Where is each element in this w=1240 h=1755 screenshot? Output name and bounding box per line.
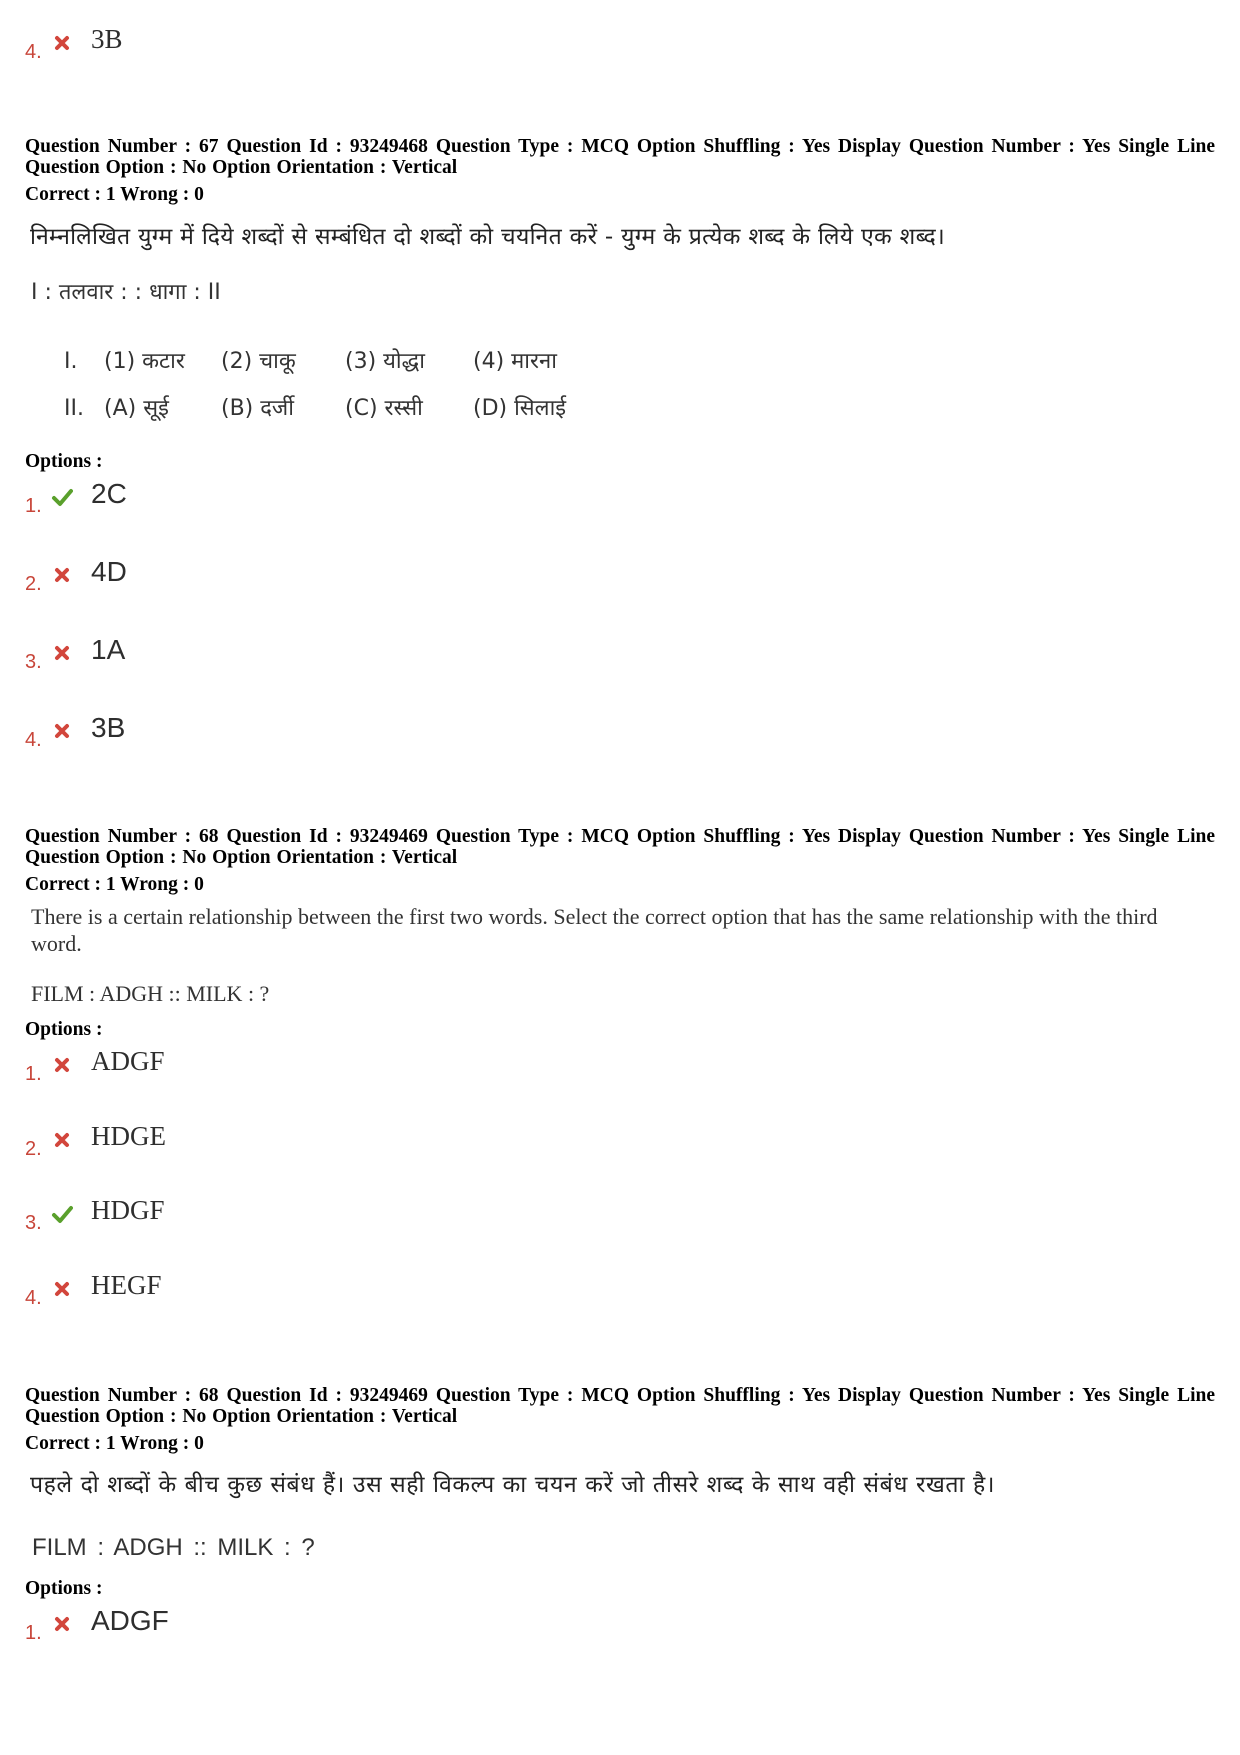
question-meta: Question Number : 68 Question Id : 93249469 Question Type : MCQ Option Shuffling : Yes Display Question Number : Yes Single Line Question Option : No Option Orientation : Vertical <box>25 1385 1215 1427</box>
analogy-text: FILM : ADGH :: MILK : ? <box>31 981 270 1006</box>
row-label: I. <box>64 349 78 374</box>
cross-icon <box>51 1613 73 1635</box>
question-text: पहले दो शब्दों के बीच कुछ संबंध हैं। उस सही विकल्प का चयन करें जो तीसरे शब्द के साथ वही संबंध रखता है। <box>30 1472 996 1498</box>
cross-icon <box>51 642 73 664</box>
option-text: ADGF <box>91 1605 169 1636</box>
option-number: 1. <box>25 495 42 517</box>
option-number: 4. <box>25 41 42 63</box>
group-one-row <box>64 345 557 375</box>
row-item: (2) चाकू <box>221 349 296 374</box>
row-item: (3) योद्धा <box>345 349 425 374</box>
option-item <box>25 1195 625 1239</box>
option-text: 3B <box>91 24 123 54</box>
row-item: (D) सिलाई <box>473 396 567 421</box>
cross-icon <box>51 1054 73 1076</box>
question-text: There is a certain relationship between the first two words. Select the correct option that has the same relationship with the third word. <box>31 904 1158 956</box>
option-text: ADGF <box>91 1046 165 1076</box>
correct-wrong: Correct : 1 Wrong : 0 <box>25 1433 204 1454</box>
cross-icon <box>51 1129 73 1151</box>
option-text: HEGF <box>91 1270 162 1300</box>
options-label: Options : <box>25 451 103 472</box>
option-item <box>25 24 625 68</box>
option-item <box>25 634 625 678</box>
cross-icon <box>51 564 73 586</box>
option-item <box>25 478 625 522</box>
option-number: 4. <box>25 1287 42 1309</box>
option-text: HDGE <box>91 1121 166 1151</box>
row-item: (4) मारना <box>473 349 557 374</box>
word-pair: I : तलवार : : धागा : II <box>31 280 221 305</box>
option-number: 1. <box>25 1063 42 1085</box>
row-item: (1) कटार <box>104 349 185 374</box>
option-number: 1. <box>25 1622 42 1644</box>
option-item <box>25 1046 625 1090</box>
question-meta: Question Number : 68 Question Id : 93249469 Question Type : MCQ Option Shuffling : Yes Display Question Number : Yes Single Line Question Option : No Option Orientation : Vertical <box>25 826 1215 868</box>
option-item <box>25 1605 625 1649</box>
options-label: Options : <box>25 1578 103 1599</box>
check-icon <box>51 1203 73 1225</box>
option-item <box>25 1121 625 1165</box>
group-two-row <box>64 392 566 422</box>
correct-wrong: Correct : 1 Wrong : 0 <box>25 184 204 205</box>
option-text: 2C <box>91 478 127 509</box>
analogy-text: FILM : ADGH :: MILK : ? <box>32 1534 315 1561</box>
cross-icon <box>51 720 73 742</box>
row-item: (C) रस्सी <box>345 396 423 421</box>
option-item <box>25 712 625 756</box>
option-number: 3. <box>25 1212 42 1234</box>
row-label: II. <box>64 396 84 421</box>
option-text: HDGF <box>91 1195 165 1225</box>
check-icon <box>51 486 73 508</box>
question-meta: Question Number : 67 Question Id : 93249468 Question Type : MCQ Option Shuffling : Yes Display Question Number : Yes Single Line Question Option : No Option Orientation : Vertical <box>25 136 1215 178</box>
correct-wrong: Correct : 1 Wrong : 0 <box>25 874 204 895</box>
option-number: 2. <box>25 573 42 595</box>
question-text: निम्नलिखित युग्म में दिये शब्दों से सम्बंधित दो शब्दों को चयनित करें - युग्म के प्रत्येक शब्द के लिये एक शब्द। <box>30 224 946 250</box>
option-number: 4. <box>25 729 42 751</box>
option-text: 3B <box>91 712 126 743</box>
row-item: (A) सूई <box>104 396 169 421</box>
cross-icon <box>51 32 73 54</box>
option-number: 2. <box>25 1138 42 1160</box>
option-text: 1A <box>91 634 126 665</box>
option-text: 4D <box>91 556 127 587</box>
option-number: 3. <box>25 651 42 673</box>
row-item: (B) दर्जी <box>221 396 294 421</box>
option-item <box>25 1270 625 1314</box>
option-item <box>25 556 625 600</box>
options-label: Options : <box>25 1019 103 1040</box>
cross-icon <box>51 1278 73 1300</box>
